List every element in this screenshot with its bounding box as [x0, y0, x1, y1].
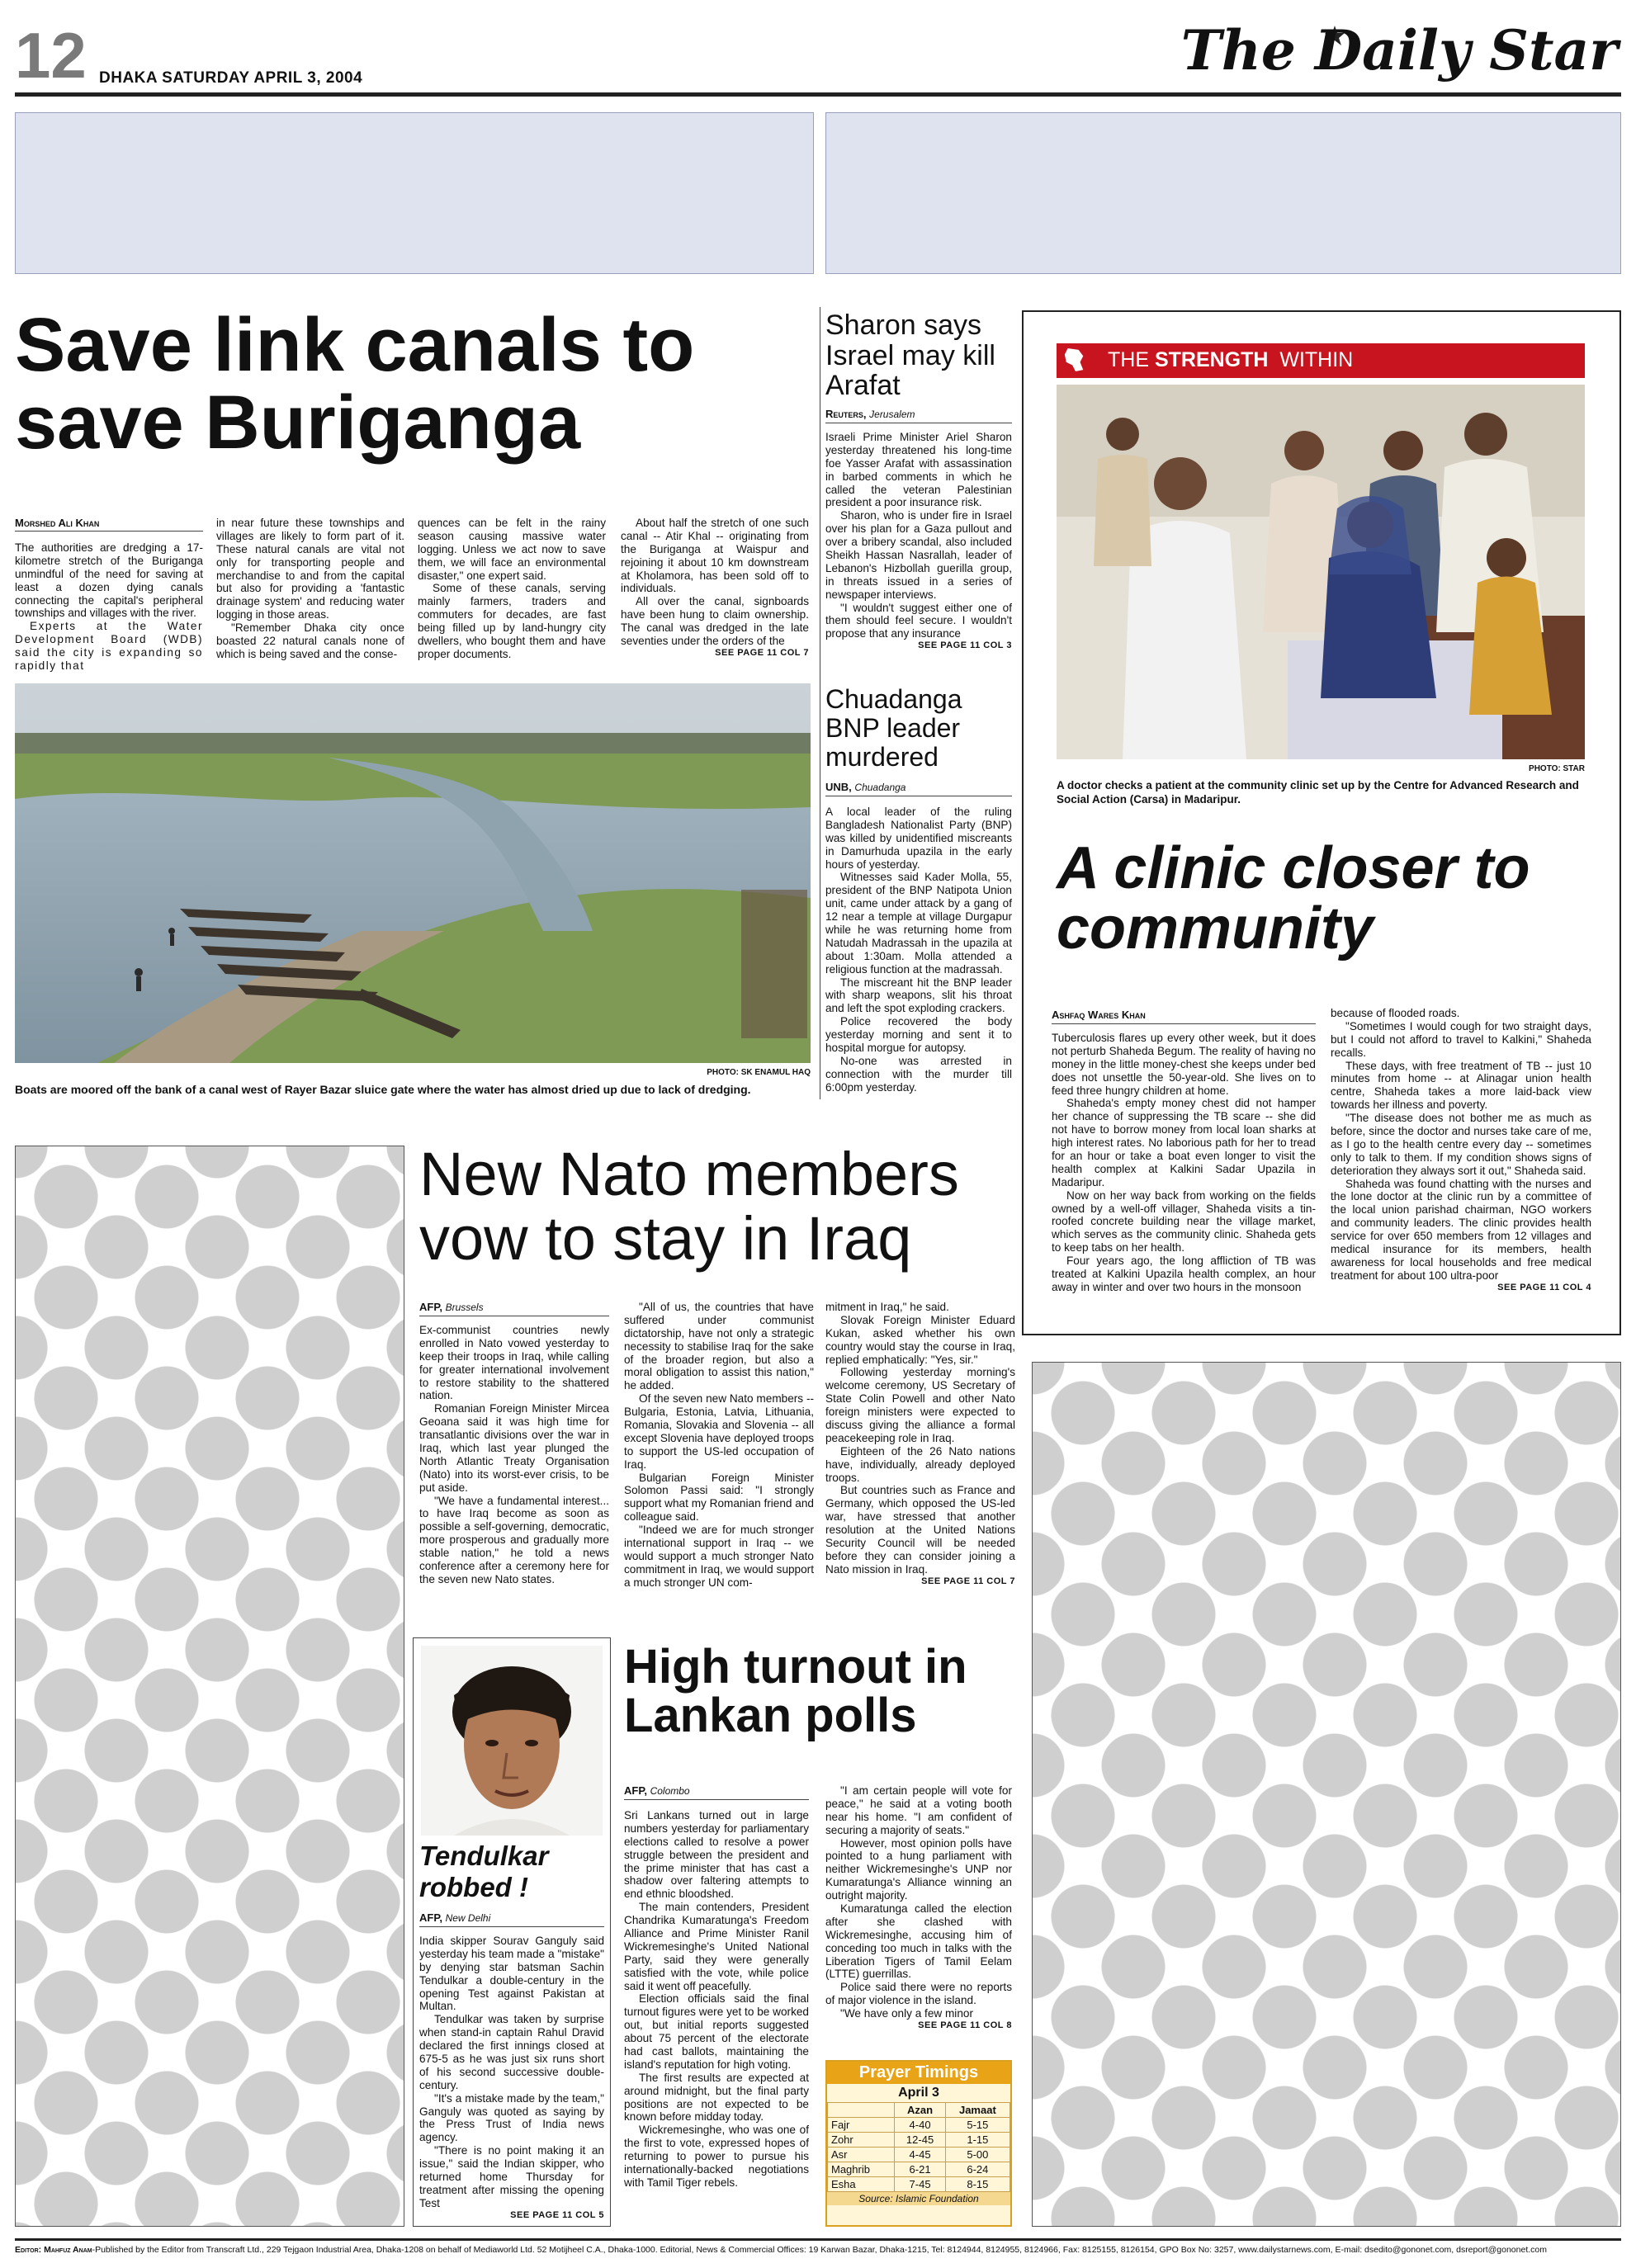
strength-within-banner: THE STRENGTH WITHIN	[1057, 343, 1585, 378]
dateline: DHAKA SATURDAY APRIL 3, 2004	[99, 69, 363, 87]
clinic-see-page: SEE PAGE 11 COL 4	[1497, 1282, 1591, 1292]
prayer-cell-azan: 4-40	[895, 2118, 945, 2133]
prayer-cell-jamaat: 5-00	[945, 2148, 1009, 2162]
page-number: 12	[15, 19, 87, 92]
dot-pattern-panel-right	[1032, 1362, 1621, 2227]
tendulkar-body: India skipper Sourav Ganguly said yesterday his team made a "mistake" by denying star batsman Sachin Tendulkar a double-century in the opening Test against Pakistan at Multan. Tendulkar was taken by surprise when stand-in captain Rahul Dravid declared the first innings closed at 675-5 as he was just six runs short of his second successive double-century. "It's a mistake made by the team," Ganguly was quoted as saying by the Press Trust of India news agency. "There is no point making it an issue," said the Indian skipper, who returned home Thursday for treatment after missing the opening Test SEE PAGE 11 COL 5	[419, 1935, 604, 2220]
chuadanga-byline: UNB, Chuadanga	[825, 781, 906, 793]
nato-byline: AFP, Brussels	[419, 1301, 484, 1313]
masthead-rule	[15, 92, 1621, 97]
tendulkar-headline: Tendulkar robbed !	[419, 1840, 549, 1902]
byline-rule	[419, 1926, 604, 1927]
nato-headline: New Nato members vow to stay in Iraq	[419, 1140, 959, 1273]
clinic-photo-credit: PHOTO: STAR	[1529, 764, 1585, 773]
dot-pattern-panel-left	[15, 1146, 404, 2227]
prayer-cell-name: Zohr	[828, 2133, 895, 2148]
prayer-row	[828, 2148, 1010, 2162]
lead-col-4: About half the stretch of one such canal -- Atir Khal -- originating from the Buriganga at Waispur and rejoining it about 10 km downstream at Kholamora, has been sold off to individuals. All over the canal, signboards have been hung to claim ownership. The canal was dredged in the late seventies under the orders of the SEE PAGE 11 COL 7	[621, 517, 809, 658]
tendulkar-portrait	[421, 1646, 603, 1836]
prayer-title: Prayer Timings	[827, 2062, 1010, 2084]
prayer-row	[828, 2118, 1010, 2133]
lead-col-2: in near future these townships and villages are likely to form part of it. These natural canals are vital not only for transporting people and merchandise to and from the capital but also for providing a 'fantastic drainage system' and reducing water logging in those areas. "Remember Dhaka city once boasted 22 natural canals none of which is being saved and the conse-	[216, 517, 404, 660]
sharon-headline: Sharon says Israel may kill Arafat	[825, 309, 995, 402]
byline-rule	[15, 531, 203, 532]
lanka-byline: AFP, Colombo	[624, 1784, 690, 1797]
lead-byline: Morshed Ali Khan	[15, 517, 100, 529]
tendulkar-byline: AFP, New Delhi	[419, 1911, 491, 1924]
sharon-see-page: SEE PAGE 11 COL 3	[918, 640, 1012, 651]
prayer-cell-jamaat: 5-15	[945, 2118, 1009, 2133]
lead-photo-caption: Boats are moored off the bank of a canal west of Rayer Bazar sluice gate where the water has almost dried up due to lack of dredging.	[15, 1083, 751, 1096]
lead-headline: Save link canals to save Buriganga	[15, 303, 695, 465]
prayer-date: April 3	[898, 2086, 939, 2100]
sharon-body: Israeli Prime Minister Ariel Sharon yesterday threatened his long-time foe Yasser Arafat with assassination in barbed comments in which he called the veteran Palestinian president a poor insurance risk. Sharon, who is under fire in Israel over his plan for a Gaza pullout and over a bribery scandal, also included Sheikh Hassan Nasrallah, leader of Lebanon's Hizbollah guerilla group, in threats issued in a series of newspaper interviews. "I wouldn't suggest either one of them should feel secure. I wouldn't propose that any insurance SEE PAGE 11 COL 3	[825, 431, 1012, 651]
prayer-cell-azan: 12-45	[895, 2133, 945, 2148]
footer-editor: Editor: Mahfuz Anam	[15, 2245, 92, 2255]
lanka-headline: High turnout in Lankan polls	[624, 1640, 967, 1743]
prayer-cell-name: Asr	[828, 2148, 895, 2162]
prayer-cell-name: Maghrib	[828, 2162, 895, 2177]
nato-col-3: mitment in Iraq," he said. Slovak Foreign Minister Eduard Kukan, asked whether his own country would stay the course in Iraq, replied emphatically: "Yes, sir." Following yesterday morning's welcome ceremony, US Secretary of State Colin Powell and other Nato foreign ministers were expected to discuss giving the alliance a formal peacekeeping role in Iraq. Eighteen of the 26 Nato nations have, individually, already deployed troops. But countries such as France and Germany, which opposed the US-led war, have stressed that another resolution at the United Nations Security Council will be needed before they can consider joining a Nato mission in Iraq. SEE PAGE 11 COL 7	[825, 1301, 1015, 1586]
prayer-cell-jamaat: 1-15	[945, 2133, 1009, 2148]
prayer-timings-box	[825, 2060, 1012, 2227]
lanka-col-1: Sri Lankans turned out in large numbers yesterday for parliamentary elections called to resolve a power struggle between the president and the prime minister that has cast a shadow over faltering attempts to end ethnic bloodshed. The main contenders, President Chandrika Kumaratunga's Freedom Alliance and Prime Minister Ranil Wickremesinghe's United National Party, said they were generally satisfied with the vote, while police said it went off peacefully. Election officials said the final turnout figures were yet to be worked out, but initial reports suggested about 75 percent of the electorate had cast ballots, maintaining the island's reputation for high voting. The first results are expected at around midnight, but the final party positions are not expected to be known before midday today. Wickremesinghe, who was one of the first to vote, expressed hopes of returning to power to pursue his internationally-backed negotiations with Tamil Tiger rebels.	[624, 1809, 809, 2189]
lead-col-1: The authorities are dredging a 17-kilometre stretch of the Buriganga unmindful of the need for saving at least a dozen dying canals connecting the capital's peripheral townships and villages with the river. Experts at the Water Development Board (WDB) said the city is expanding so rapidly that	[15, 541, 203, 673]
prayer-col-jamaat: Jamaat	[945, 2103, 1009, 2118]
footer-text: -Published by the Editor from Transcraft Ltd., 229 Tejgaon Industrial Area, Dhaka-1208 on behalf of Mediaworld Ltd. 52 Motijheel C.A., Dhaka-1000. Editorial, News & Commercial Offices: 19 Karwan Bazar, Dhaka-1215, Tel: 8124944, 8124955, 8124966, Fax: 8125155, 8126154, GPO Box No: 3257, www.dailystarnews.com, E-mail: dsedito@gononet.com, dsreport@gononet.com	[92, 2245, 1547, 2255]
clinic-headline: A clinic closer to community	[1057, 835, 1530, 962]
prayer-cell-azan: 6-21	[895, 2162, 945, 2177]
lead-col-3: quences can be felt in the rainy season causing massive water logging. Unless we act now to save them, we will face an environmental disaster," one expert said. Some of these canals, serving mainly farmers, traders and commuters for decades, are fast being filled up by land-hungry city dwellers, who bought them and have proper documents.	[418, 517, 606, 660]
byline-rule	[624, 1799, 809, 1800]
prayer-row	[828, 2162, 1010, 2177]
tendulkar-see-page: SEE PAGE 11 COL 5	[510, 2209, 604, 2220]
clinic-col-1: Tuberculosis flares up every other week, but it does not perturb Shaheda Begum. The reality of having no money in the little money-chest she keeps under bed does not unsettle the 50-year-old. She lives on to feed three hungry children at home. Shaheda's empty money chest did not hamper her chance of suppressing the TB scare -- she did not have to borrow money from local loan sharks at high interest rates. No laborious path for her to tread for an hour or take a boat even longer to visit the health complex at Kalkini Sadar Upazila in Madaripur. Now on her way back from working on the fields owned by a well-off villager, Shaheda visits a tin-roofed concrete building near the village market, which serves as the community clinic. Shaheda gets to keep tabs on her health. Four years ago, the long affliction of TB was treated at Kalkini Upazila health complex, an hour away in winter and over two hours in the monsoon	[1052, 1032, 1316, 1293]
prayer-cell-name: Esha	[828, 2177, 895, 2192]
ad-box-left	[15, 112, 814, 274]
nato-see-page: SEE PAGE 11 COL 7	[921, 1576, 1015, 1586]
clinic-col-2: because of flooded roads. "Sometimes I would cough for two straight days, but I could not afford to travel to Kalkini," Shaheda recalls. These days, with free treatment of TB -- just 10 minutes from home -- at Alinagar union health centre, Shaheda takes a more laid-back view towards her illness and poverty. "The disease does not bother me as much as before, since the doctor and nurses take care of me, as I go to the health centre every day -- sometimes only to talk to them. If my condition shows signs of deterioration they always sort it out," Shaheda said. Shaheda was found chatting with the nurses and the lone doctor at the clinic run by a committee of the local union parishad chairman, NGO workers and community leaders. The clinic provides health service for over 650 members from 12 villages and medical insurance for its members, health awareness for local households and free medical treatment for about 100 ultra-poor SEE PAGE 11 COL 4	[1331, 1007, 1591, 1292]
nato-col-1: Ex-communist countries newly enrolled in Nato vowed yesterday to keep their troops in Iraq, while calling for greater international involvement to restore stability to the shattered nation. Romanian Foreign Minister Mircea Geoana said it was high time for transatlantic divisions over the war in Iraq, which last year plunged the North Atlantic Treaty Organisation (Nato) into its worst-ever crisis, to be put aside. "We have a fundamental interest... to have Iraq become as soon as possible a self-governing, democratic, more prosperous and gradually more stable nation," he told a news conference after a ceremony here for the seven new Nato states.	[419, 1324, 609, 1585]
prayer-cell-name: Fajr	[828, 2118, 895, 2133]
footer-imprint	[15, 2238, 1621, 2255]
chuadanga-body: A local leader of the ruling Bangladesh Nationalist Party (BNP) was killed by unidentified miscreants in Damurhuda upazila in the early hours of yesterday. Witnesses said Kader Molla, 55, president of the BNP Natipota Union unit, came under attack by a gang of 12 near a temple at village Durgapur while he was returning home from Natudah Madrassah in the upazila at about 1:30am. Molla attended a religious function at the madrassah. The miscreant hit the BNP leader with sharp weapons, slit his throat and left the spot exploding crackers. Police recovered the body yesterday morning and sent it to hospital morgue for autopsy. No-one was arrested in connection with the murder till 6:00pm yesterday.	[825, 806, 1012, 1094]
clinic-byline: Ashfaq Wares Khan	[1052, 1009, 1146, 1021]
lanka-see-page: SEE PAGE 11 COL 8	[918, 2020, 1012, 2031]
clinic-photo-caption: A doctor checks a patient at the community clinic set up by the Centre for Advanced Research and Social Action (Carsa) in Madaripur.	[1057, 779, 1579, 806]
prayer-cell-azan: 4-45	[895, 2148, 945, 2162]
prayer-row	[828, 2133, 1010, 2148]
prayer-col-azan: Azan	[895, 2103, 945, 2118]
byline-rule	[1052, 1023, 1316, 1024]
prayer-row	[828, 2177, 1010, 2192]
canal-boats-photo	[15, 683, 811, 1063]
lanka-col-2: "I am certain people will vote for peace," he said at a voting booth near his home. "I am confident of securing a majority of seats." However, most opinion polls have pointed to a hung parliament with neither Wickremesinghe's UNP nor Kumaratunga's Alliance winning an outright majority. Kumaratunga called the election after she clashed with Wickremesinghe, accusing him of conceding too much in talks with the Liberation Tigers of Tamil Eelam (LTTE) guerrillas. Police said there were no reports of major violence in the island. "We have only a few minor SEE PAGE 11 COL 8	[825, 1784, 1012, 2031]
lead-see-page: SEE PAGE 11 COL 7	[715, 647, 809, 658]
prayer-cell-jamaat: 8-15	[945, 2177, 1009, 2192]
prayer-cell-jamaat: 6-24	[945, 2162, 1009, 2177]
prayer-cell-azan: 7-45	[895, 2177, 945, 2192]
bangladesh-map-icon	[1063, 347, 1086, 373]
prayer-table	[827, 2102, 1010, 2192]
chuadanga-headline: Chuadanga BNP leader murdered	[825, 684, 962, 773]
newspaper-logo: The Daily Star	[1180, 18, 1618, 83]
lead-photo-credit: PHOTO: SK ENAMUL HAQ	[707, 1068, 811, 1077]
prayer-source: Source: Islamic Foundation	[827, 2192, 1010, 2205]
sharon-byline: Reuters, Jerusalem	[825, 408, 915, 420]
ad-box-right	[825, 112, 1621, 274]
clinic-photo	[1057, 385, 1585, 759]
nato-col-2: "All of us, the countries that have suffered under communist dictatorship, have not only a strategic necessity to stabilise Iraq for the sake of the broader region, but also a moral obligation to assist this nation," he added. Of the seven new Nato members -- Bulgaria, Estonia, Latvia, Lithuania, Romania, Slovakia and Slovenia -- all except Slovenia have deployed troops to support the US-led occupation of Iraq. Bulgarian Foreign Minister Solomon Passi said: "I strongly support what my Romanian friend and colleague said. "Indeed we are for much stronger international support in Iraq -- we would support a much stronger Nato commitment in Iraq, we would support a much stronger UN com-	[624, 1301, 814, 1589]
